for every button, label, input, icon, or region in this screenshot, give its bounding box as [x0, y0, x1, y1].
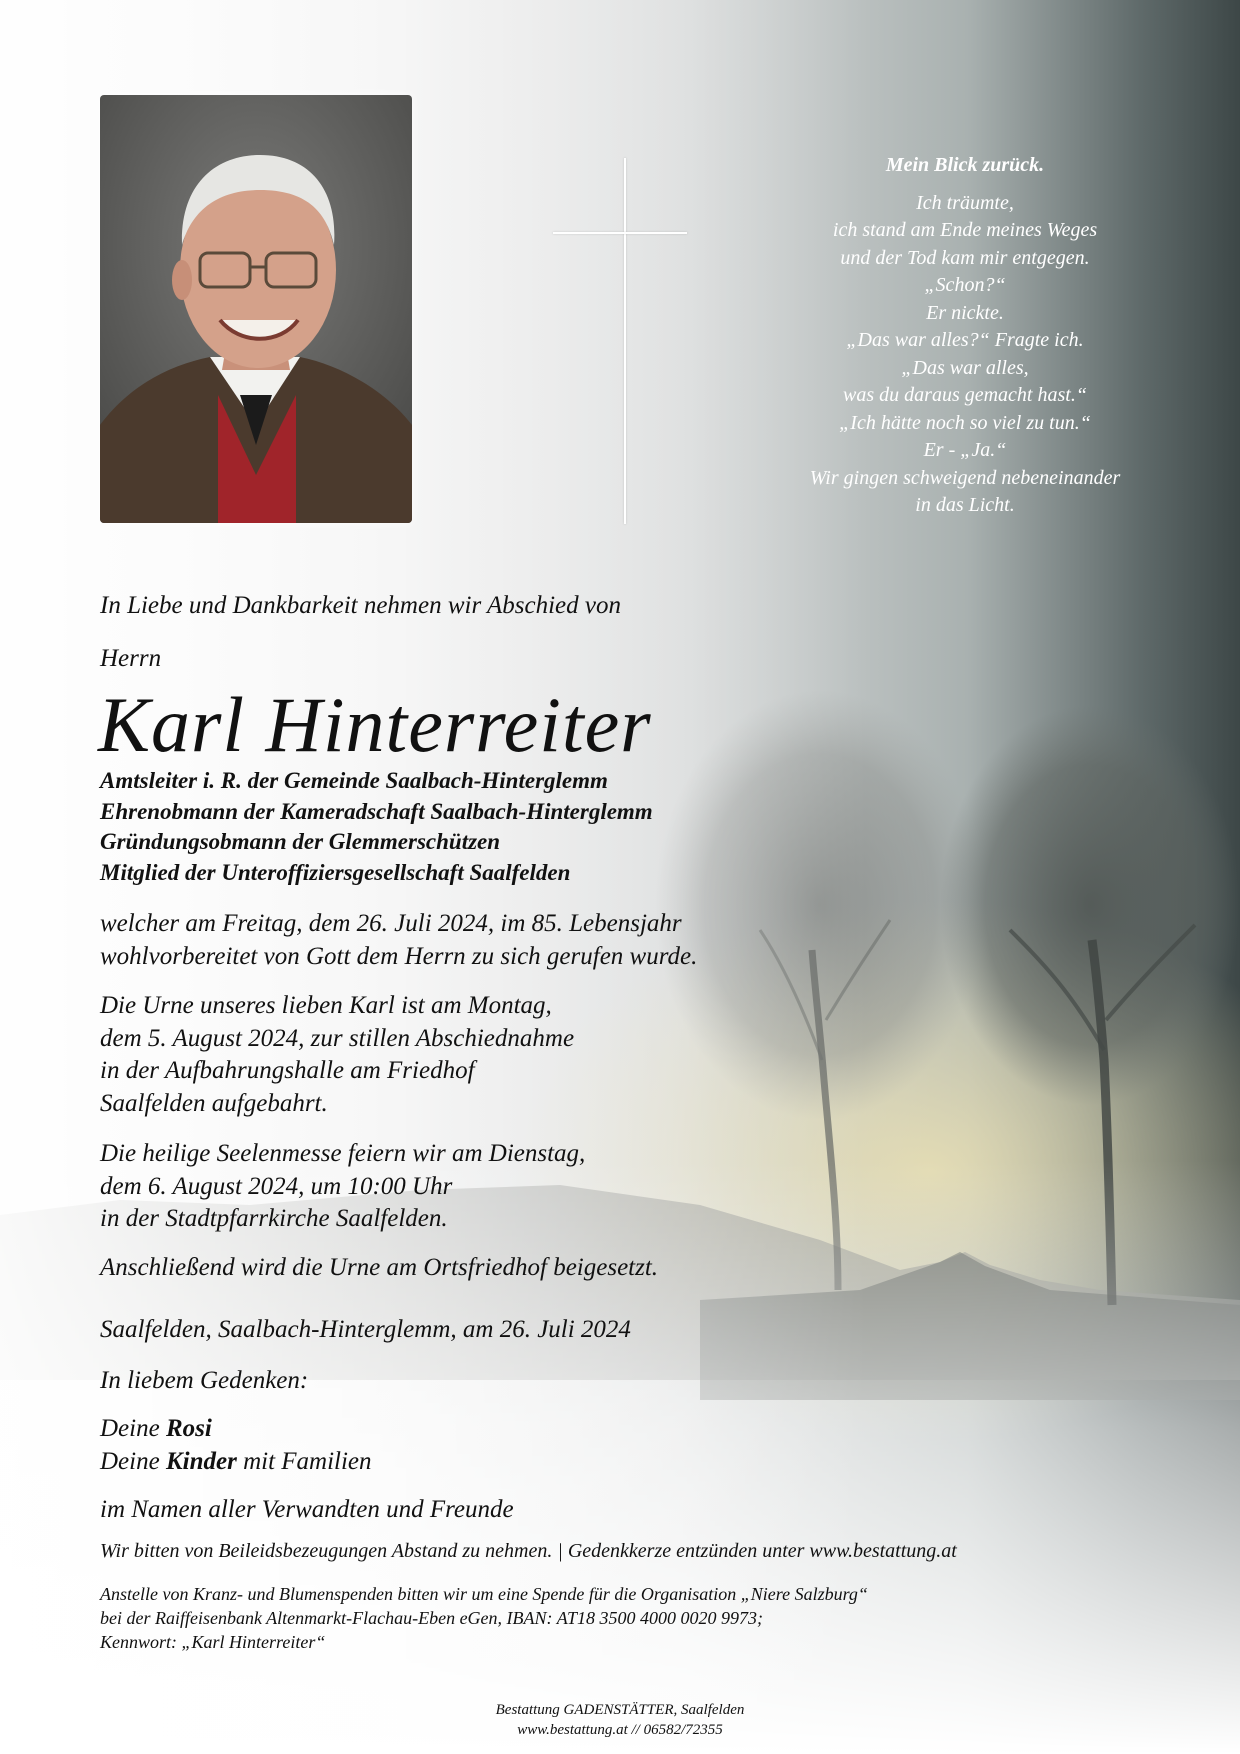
poem-line: Er - „Ja.“: [923, 439, 1007, 461]
poem-line: in das Licht.: [915, 494, 1015, 516]
mourners: [100, 1413, 372, 1478]
gedenken-label: In liebem Gedenken:: [100, 1367, 309, 1394]
intro-text: In Liebe und Dankbarkeit nehmen wir Abschied von: [100, 592, 621, 619]
honorary-titles: [100, 766, 653, 888]
footer-line: Bestattung GADENSTÄTTER, Saalfelden: [495, 1702, 745, 1718]
mass-line: in der Stadtpfarrkirche Saalfelden.: [100, 1205, 448, 1232]
donation-line: Anstelle von Kranz- und Blumenspenden bitten wir um eine Spende für die Organisation „Niere Salzburg“: [100, 1584, 868, 1604]
cross-icon-bar: [553, 232, 687, 234]
mass-line: dem 6. August 2024, um 10:00 Uhr: [100, 1172, 453, 1200]
mourner-line: Deine Rosi: [100, 1415, 212, 1442]
condolence-notice: Wir bitten von Beileidsbezeugungen Abstand zu nehmen. | Gedenkkerze entzünden unter www.bestattung.at: [100, 1540, 957, 1562]
urn-line: in der Aufbahrungshalle am Friedhof: [100, 1057, 475, 1084]
poem-line: Wir gingen schweigend nebeneinander: [809, 466, 1121, 489]
cross-icon: [624, 158, 626, 524]
poem-line: Ich träumte,: [916, 191, 1014, 214]
mourner-line: Deine Kinder mit Familien: [100, 1447, 372, 1475]
urn-line: Die Urne unseres lieben Karl ist am Montag,: [100, 992, 552, 1019]
donation-line: bei der Raiffeisenbank Altenmarkt-Flachau-Eben eGen, IBAN: AT18 3500 4000 0020 9973;: [100, 1608, 764, 1628]
poem-line: „Das war alles,: [901, 356, 1029, 379]
poem-line: Er nickte.: [926, 301, 1004, 324]
deceased-name: Karl Hinterreiter: [98, 681, 652, 768]
poem-line: ich stand am Ende meines Weges: [832, 219, 1098, 241]
mourner-name: Rosi: [165, 1415, 212, 1442]
urn-paragraph: [100, 990, 574, 1120]
death-paragraph: [100, 908, 697, 973]
death-line: wohlvorbereitet von Gott dem Herrn zu sich gerufen wurde.: [100, 942, 698, 970]
poem-line: „Das war alles?“ Fragte ich.: [846, 329, 1084, 351]
poem: [760, 152, 1170, 520]
mourner-name: Kinder: [165, 1447, 237, 1475]
poem-title: Mein Blick zurück.: [885, 154, 1045, 176]
urn-line: dem 5. August 2024, zur stillen Abschiednahme: [100, 1024, 575, 1052]
donation-line: Kennwort: „Karl Hinterreiter“: [100, 1632, 326, 1652]
title-line: Ehrenobmann der Kameradschaft Saalbach-Hinterglemm: [100, 798, 653, 824]
death-line: welcher am Freitag, dem 26. Juli 2024, im 85. Lebensjahr: [100, 910, 682, 937]
title-line: Mitglied der Unteroffiziersgesellschaft Saalfelden: [100, 859, 571, 885]
burial-text: Anschließend wird die Urne am Ortsfriedhof beigesetzt.: [100, 1254, 659, 1281]
mass-line: Die heilige Seelenmesse feiern wir am Dienstag,: [100, 1140, 586, 1167]
poem-line: „Schon?“: [924, 274, 1006, 296]
salutation: Herrn: [100, 645, 162, 672]
donation-request: [100, 1582, 868, 1654]
urn-line: Saalfelden aufgebahrt.: [100, 1089, 328, 1117]
funeral-home-footer: [420, 1700, 820, 1740]
poem-line: was du daraus gemacht hast.“: [843, 384, 1087, 406]
title-line: Gründungsobmann der Glemmerschützen: [100, 829, 501, 854]
place-date: Saalfelden, Saalbach-Hinterglemm, am 26. Juli 2024: [100, 1316, 631, 1343]
poem-line: „Ich hätte noch so viel zu tun.“: [839, 411, 1091, 434]
title-line: Amtsleiter i. R. der Gemeinde Saalbach-Hinterglemm: [100, 768, 608, 793]
poem-line: und der Tod kam mir entgegen.: [840, 246, 1090, 269]
relatives-text: im Namen aller Verwandten und Freunde: [100, 1496, 514, 1523]
portrait-photo: [100, 95, 412, 523]
mass-paragraph: [100, 1138, 585, 1236]
footer-line: www.bestattung.at // 06582/72355: [517, 1722, 723, 1738]
